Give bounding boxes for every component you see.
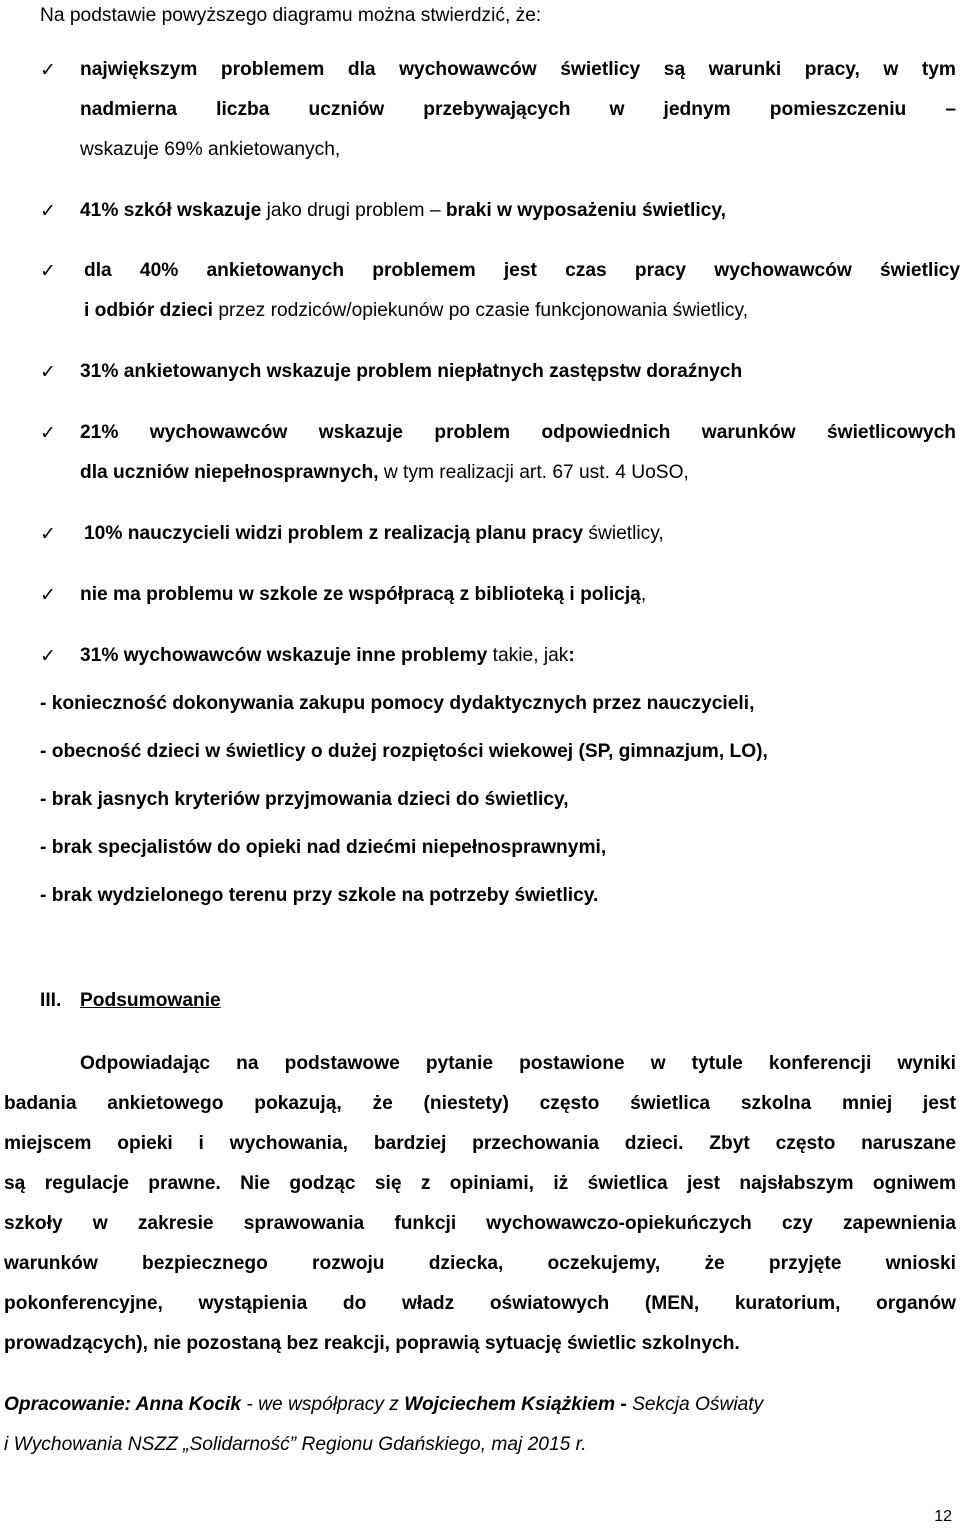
dash-list-item: - konieczność dokonywania zakupu pomocy dydaktycznych przez nauczycieli, bbox=[40, 693, 755, 714]
text-run: nadmierna liczba uczniów przebywających w jednym pomieszczeniu – bbox=[80, 99, 956, 120]
summary-line bbox=[4, 1292, 956, 1316]
text-run: Odpowiadając na podstawowe pytanie postawione w tytule konferencji wyniki bbox=[80, 1053, 956, 1074]
text-run: 10% nauczycieli widzi problem z realizacją planu pracy bbox=[84, 523, 584, 544]
text-run: i Wychowania NSZZ „Solidarność” Regionu Gdańskiego, maj 2015 r. bbox=[4, 1434, 587, 1455]
section-title: Podsumowanie bbox=[80, 990, 221, 1011]
bullet-item-line bbox=[84, 522, 960, 546]
bullet-item-line bbox=[80, 199, 956, 223]
text-run: nie ma problemu w szkole ze współpracą z biblioteką i policją bbox=[80, 584, 641, 605]
text-run: Opracowanie: Anna Kocik bbox=[4, 1394, 242, 1415]
bullet-item-line bbox=[80, 58, 956, 82]
text-run: 31% wychowawców wskazuje inne problemy bbox=[80, 645, 488, 666]
checkmark-icon: ✓ bbox=[40, 422, 56, 444]
bullet-item-line bbox=[84, 259, 960, 283]
page-number: 12 bbox=[934, 1508, 952, 1525]
dash-list-item: - brak jasnych kryteriów przyjmowania dzieci do świetlicy, bbox=[40, 789, 569, 810]
bullet-item-line bbox=[80, 644, 956, 668]
summary-line bbox=[80, 1052, 956, 1076]
summary-line bbox=[4, 1132, 956, 1156]
text-run: pokonferencyjne, wystąpienia do władz oświatowych (MEN, kuratorium, organów bbox=[4, 1293, 956, 1314]
summary-line bbox=[4, 1092, 956, 1116]
checkmark-icon: ✓ bbox=[40, 523, 56, 545]
text-run: takie, jak bbox=[487, 645, 569, 666]
checkmark-icon: ✓ bbox=[40, 645, 56, 667]
dash-list-item: - brak specjalistów do opieki nad dziećmi niepełnosprawnymi, bbox=[40, 837, 607, 858]
credit-line bbox=[4, 1393, 956, 1417]
bullet-item-line bbox=[80, 360, 956, 384]
text-run: przez rodziców/opiekunów po czasie funkcjonowania świetlicy, bbox=[213, 300, 749, 321]
summary-line bbox=[4, 1252, 956, 1276]
text-run: , bbox=[640, 584, 647, 605]
bullet-item-line bbox=[80, 421, 956, 445]
section-number: III. bbox=[40, 990, 62, 1011]
text-run: i odbiór dzieci bbox=[84, 300, 213, 321]
text-run: dla 40% ankietowanych problemem jest czas pracy wychowawców świetlicy bbox=[84, 260, 960, 281]
text-run: wskazuje 69% ankietowanych, bbox=[80, 139, 341, 160]
text-run: warunków bezpiecznego rozwoju dziecka, oczekujemy, że przyjęte wnioski bbox=[4, 1253, 956, 1274]
checkmark-icon: ✓ bbox=[40, 584, 56, 606]
text-run: największym problemem dla wychowawców świetlicy są warunki pracy, w tym bbox=[80, 59, 956, 80]
bullet-item-line bbox=[80, 583, 956, 607]
checkmark-icon: ✓ bbox=[40, 59, 56, 81]
dash-list-item: - obecność dzieci w świetlicy o dużej rozpiętości wiekowej (SP, gimnazjum, LO), bbox=[40, 741, 768, 762]
bullet-item-line bbox=[80, 461, 956, 485]
text-run: - we współpracy z bbox=[241, 1394, 405, 1415]
text-run: Wojciechem Książkiem - bbox=[404, 1394, 627, 1415]
text-run: miejscem opieki i wychowania, bardziej przechowania dzieci. Zbyt często naruszane bbox=[4, 1133, 956, 1154]
bullet-item-line bbox=[80, 98, 956, 122]
checkmark-icon: ✓ bbox=[40, 200, 56, 222]
dash-list-item: - brak wydzielonego terenu przy szkole na potrzeby świetlicy. bbox=[40, 885, 599, 906]
bullet-item-line bbox=[80, 138, 956, 162]
text-run: 21% wychowawców wskazuje problem odpowiednich warunków świetlicowych bbox=[80, 422, 956, 443]
text-run: dla uczniów niepełnosprawnych, bbox=[80, 462, 379, 483]
text-run: prowadzących), nie pozostaną bez reakcji, poprawią sytuację świetlic szkolnych. bbox=[4, 1333, 740, 1354]
text-run: 31% ankietowanych wskazuje problem niepłatnych zastępstw doraźnych bbox=[80, 361, 743, 382]
text-run: szkoły w zakresie sprawowania funkcji wychowawczo-opiekuńczych czy zapewnienia bbox=[4, 1213, 956, 1234]
text-run: w tym realizacji art. 67 ust. 4 UoSO, bbox=[378, 462, 689, 483]
text-run: jako drugi problem – bbox=[261, 200, 446, 221]
checkmark-icon: ✓ bbox=[40, 361, 56, 383]
text-run: 41% szkół wskazuje bbox=[80, 200, 262, 221]
summary-line bbox=[4, 1332, 956, 1356]
bullet-item-line bbox=[84, 299, 960, 323]
summary-line bbox=[4, 1212, 956, 1236]
summary-line bbox=[4, 1172, 956, 1196]
text-run: Nie godząc się z opiniami, iż świetlica jest najsłabszym ogniwem bbox=[220, 1173, 956, 1194]
intro-text: Na podstawie powyższego diagramu można stwierdzić, że: bbox=[40, 5, 542, 26]
checkmark-icon: ✓ bbox=[40, 260, 56, 282]
text-run: badania ankietowego pokazują, że (niestety) często świetlica szkolna mniej jest bbox=[4, 1093, 956, 1114]
text-run: braki w wyposażeniu świetlicy, bbox=[445, 200, 726, 221]
credit-line bbox=[4, 1433, 956, 1457]
text-run: : bbox=[568, 645, 575, 666]
text-run: świetlicy, bbox=[583, 523, 664, 544]
text-run: są regulacje prawne. bbox=[4, 1173, 221, 1194]
text-run: Sekcja Oświaty bbox=[626, 1394, 764, 1415]
